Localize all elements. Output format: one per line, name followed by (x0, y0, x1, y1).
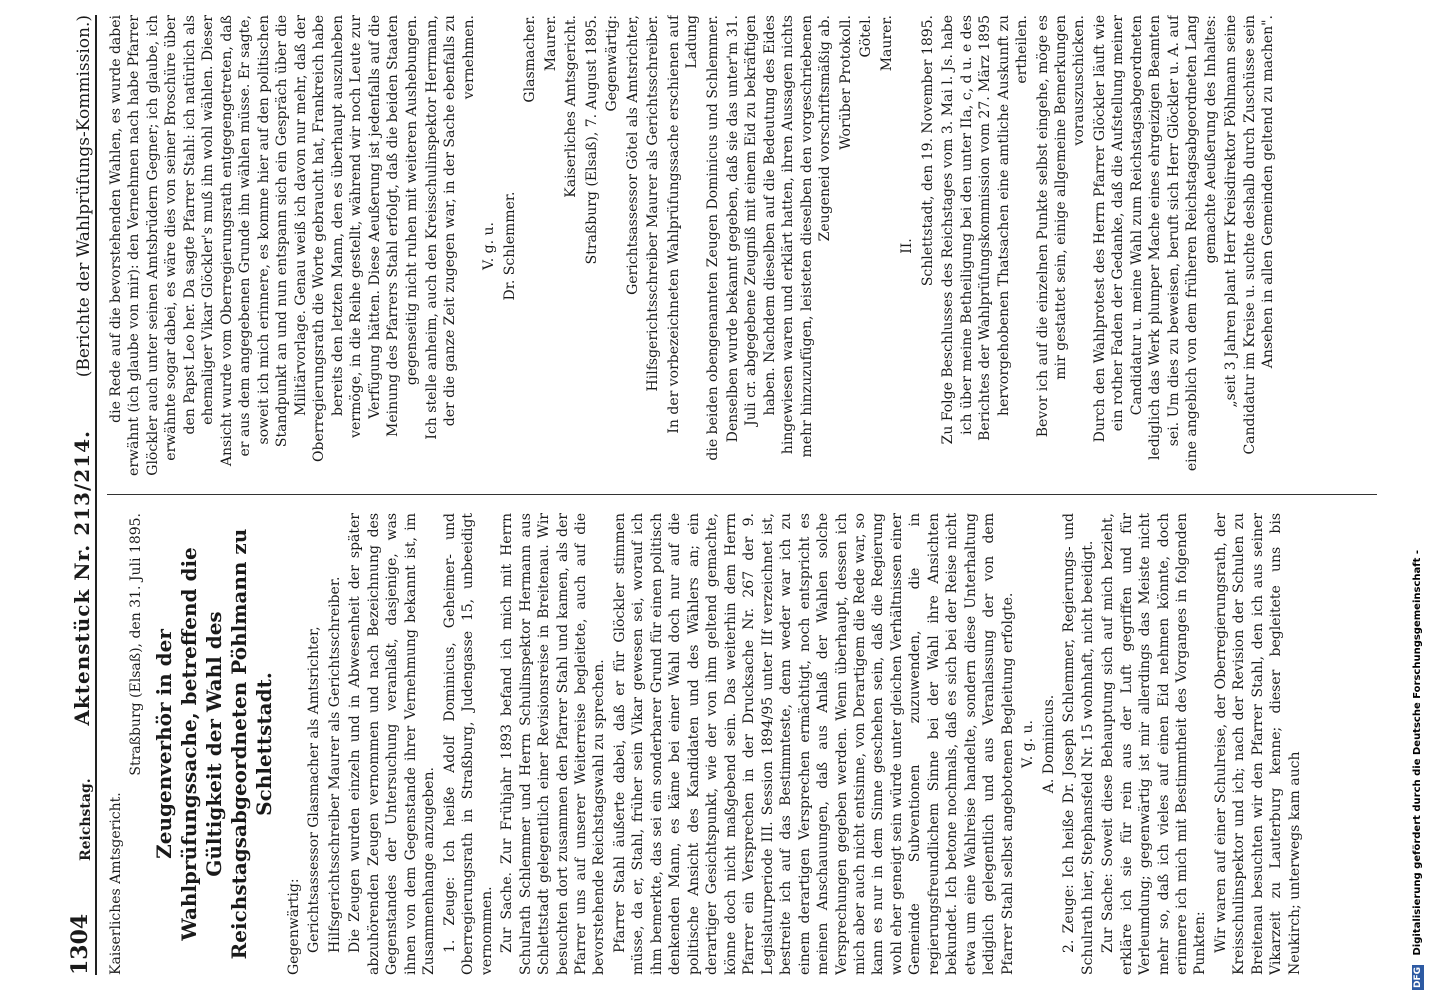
place-date: Straßburg (Elsaß), 7. August 1895. (583, 15, 600, 265)
present-line: Hilfsgerichtsschreiber Maurer als Gerichtsschreiber. (326, 576, 343, 953)
paragraph: 1. Zeuge: Ich heiße Adolf Dominicus, Geheimer- und Oberregierungsrath in Straßburg, Judengasse 15, unbeeidigt vernommen. (441, 513, 495, 975)
place-date: Straßburg (Elsaß), den 31. Juli 1895. (128, 513, 145, 776)
signature-name: Maurer. (878, 15, 895, 72)
signature-name: Glasmacher. (522, 15, 539, 103)
paragraph: Zur Sache. Zur Frühjahr 1893 befand ich mich mit Herrn Schulrath Schlemmer und Herrn Schulinspektor Hermann aus Schlettstadt gelegentlich einer Revisionsreise in Breitenau. Wir besuchten dort zusammen den Pfarrer Stahl und kamen, als der Pfarrer uns auf unserer Weiterreise begleitete, auch auf die bevorstehende Reichstagswahl zu sprechen. (499, 513, 608, 975)
paragraph: Zur Sache: Soweit diese Behauptung sich auf mich bezieht, erkläre ich sie für rein aus der Luft gegriffen und für Verleumdung; gegenwärtig ist mir allerdings das Meiste nicht mehr so, daß ich vieles auf einen Eid nehmen könnte, doch erinnere ich mich mit Bestimmtheit des Vorganges in folgenden Punkten: (1100, 513, 1209, 975)
present-line: Hilfsgerichtsschreiber Maurer als Gerichtsschreiber. (645, 15, 662, 392)
credit-text: Digitalisierung gefördert durch die Deutsche Forschungsgemeinschaft - (1412, 549, 1423, 956)
court-name: Kaiserliches Amtsgericht. (563, 15, 580, 198)
paragraph: Die Zeugen wurden einzeln und in Abwesenheit der später abzuhörenden Zeugen vernommen und nach Bezeichnung des Gegenstandes der Untersuchung veranlaßt, dasjenige, was ihnen von dem Gegenstande ihrer Vernehmung bekannt ist, im Zusammenhange anzugeben. (347, 513, 438, 975)
paragraph: Bevor ich auf die einzelnen Punkte selbst eingehe, möge es mir gestattet sein, einige allgemeine Bemerkungen vorauszuschicken. (1034, 15, 1088, 438)
paragraph: Worüber Protokoll. (837, 15, 854, 150)
signature-name: A. Dominicus. (1040, 694, 1057, 794)
paragraph: Denselben wurde bekannt gegeben, daß sie das unter'm 31. Juli cr. abgegebene Zeugniß mit einem Eid zu bekräftigen haben. Nachdem dieselben auf die Bedeutung des Eides hingewiesen waren und erklärt hatten, ihren Aussagen nichts mehr hinzuzufügen, leisteten dieselben den vorgeschriebenen Zeugeneid vorschriftsmäßig ab. (725, 15, 834, 458)
paragraph: 2. Zeuge: Ich heiße Dr. Joseph Schlemmer, Regierungs- und Schulrath hier, Stephansfeld Nr. 15 wohnhaft, nicht beeidigt. (1061, 513, 1096, 975)
document-page (55, 15, 1385, 975)
present-label: Gegenwärtig: (604, 15, 621, 112)
document-title: Zeugenverhör in der Wahlprüfungssache, betreffend die Gültigkeit der Wahl des Reichstagsabgeordneten Pöhlmann zu Schlettstadt. (151, 528, 276, 960)
header-left-title: Reichstag. (77, 778, 94, 862)
court-name: Kaiserliches Amtsgericht. (108, 792, 124, 975)
signature-vgu: V. g. u. (481, 222, 498, 270)
header-center-title: Aktenstück Nr. 213/214. (69, 430, 94, 726)
paragraph: Wir waren auf einer Schulreise, der Oberregierungsrath, der Kreisschulinspektor und ich; nach der Revision der Schulen zu Breitenau besuchten wir den Pfarrer Stahl, den ich aus seiner Vikarzeit zu Lauterburg kenne; dieser begleitete uns bis Neukirch; unterwegs kam auch (1212, 513, 1303, 975)
dfg-logo-badge: DFG (1413, 966, 1423, 988)
header-right-title: (Berichte der Wahlprüfungs-Kommission.) (73, 15, 94, 378)
paragraph: die Rede auf die bevorstehenden Wahlen, es wurde dabei erwähnt (ich glaube von mir): den Vernehmen nach habe Pfarrer Glöckler auch unter seinen Amtsbrüdern Gegner; ich glaube, ich erwähnte sogar dabei, es wäre dies von seiner Broschüre über den Papst Leo her. Da sagte Pfarrer Stahl: ich natürlich als ehemaliger Vikar Glöckler's muß ihn wohl wählen. Dieser Ansicht wurde vom Oberregierungsrath entgegengetreten, daß er aus dem angegebenen Grunde ihn wählen müsse. Er sagte, soweit ich mich erinnere, es komme hier auf den politischen Standpunkt an und nun entspann sich ein Gespräch über die Militärvorlage. Genau weiß ich davon nur mehr, daß der Oberregierungsrath die Worte gebraucht hat, Frankreich habe bereits den letzten Mann, den es überhaupt auszuheben vermöge, in die Reihe gestellt, während wir noch Leute zur Verfügung hätten. Diese Aeußerung ist jedenfalls auf die Meinung des Pfarrers Stahl erfolgt, daß die beiden Staaten gegenseitig nicht ruhen mit weiteren Aushebungen. (108, 15, 420, 476)
digitization-credit (1412, 10, 1432, 990)
page-number: 1304 (66, 913, 93, 975)
section-numeral: II. (899, 238, 916, 254)
paragraph: In der vorbezeichneten Wahlprüfungssache erschienen auf Ladung (665, 15, 701, 434)
paragraph: die beiden obengenannten Zeugen Dominicus und Schlemmer. (704, 15, 721, 461)
left-column (107, 513, 1377, 975)
right-column (107, 15, 1377, 477)
paragraph: Zu Folge Beschlusses des Reichstages vom 3. Mai l. Js. habe ich über meine Betheiligung bei den unter IIa, c, d u. e des Berichtes der Wahlprüfungskommission vom 27. März 1895 hervorgehobenen Thatsachen eine amtliche Auskunft zu ertheilen. (940, 15, 1031, 445)
paragraph: Pfarrer Stahl äußerte dabei, daß er für Glöckler stimmen müsse, da er, Stahl, früher sein Vikar gewesen sei, worauf ich ihm bemerkte, das sei ein sonderbarer Grund für einen politisch denkenden Mann, es käme bei einer Wahl doch nur auf die politische Ansicht des Kandidaten und des Wählers an; ein derartiger Gesichtspunkt, wie der von ihm geltend gemachte, könne doch nicht maßgebend sein. Das weiterhin dem Herrn Pfarrer ein Versprechen in der Drucksache Nr. 267 der 9. Legislaturperiode III. Session 1894/95 unter IIf verzeichnet ist, bestreite ich auf das Bestimmteste, denn weder war ich zu einem derartigen Versprechen ermächtigt, noch entspricht es meinen Anschauungen, daß aus Anlaß der Wahlen solche Versprechungen gegeben werden. Wenn überhaupt, dessen ich mich aber auch nicht entsinne, von Derartigem die Rede war, so kann es nur in dem Sinne geschehen sein, daß die Regierung wohl eher geneigt sein würde unter gleichen Verhältnissen einer Gemeinde Subventionen zuzuwenden, die in regierungsfreundlichem Sinne bei der Wahl ihre Ansichten bekundet. Ich betone nochmals, daß es sich bei der Reise nicht etwa um eine Wahlreise handelte, sondern diese Unterhaltung lediglich gelegentlich und aus Veranlassung der von dem Pfarrer Stahl selbst angebotenen Begleitung erfolgte. (611, 513, 1016, 975)
paragraph: Durch den Wahlprotest des Herrn Pfarrer Glöckler läuft wie ein rother Faden der Gedanke, daß die Aufstellung meiner Candidatur u. meine Wahl zum Reichstagsabgeordneten lediglich das Werk plumper Mache eines ehrgeizigen Beamten sei. Um dies zu beweisen, beruft sich Herr Glöckler u. A. auf eine angeblich von dem früheren Reichstagsabgeordneten Lang gemachte Aeußerung des Inhaltes: (1091, 15, 1219, 472)
place-date: Schlettstadt, den 19. November 1895. (919, 15, 936, 287)
paragraph: „seit 3 Jahren plant Herr Kreisdirektor Pöhlmann seine Candidatur im Kreise u. suchte deshalb durch Zuschüsse sein Ansehen in allen Gemeinden geltend zu machen". (1223, 15, 1277, 455)
present-line: Gerichtsassessor Götel als Amtsrichter, (624, 15, 641, 295)
present-label: Gegenwärtig: (285, 878, 302, 975)
document-page-wrap (40, 0, 1410, 1000)
signature-vgu: V. g. u. (1020, 720, 1037, 768)
page-header (55, 15, 97, 975)
signature-name: Götel. (858, 15, 875, 58)
signature-name: Dr. Schlemmer. (501, 191, 518, 301)
column-divider (107, 494, 1377, 495)
paragraph: Ich stelle anheim, auch den Kreisschulinspektor Herrmann, der die ganze Zeit zugegen war, in der Sache ebenfalls zu vernehmen. (423, 15, 477, 440)
present-line: Gerichtsassessor Glasmacher als Amtsrichter, (306, 626, 323, 953)
signature-name: Maurer. (542, 15, 559, 72)
